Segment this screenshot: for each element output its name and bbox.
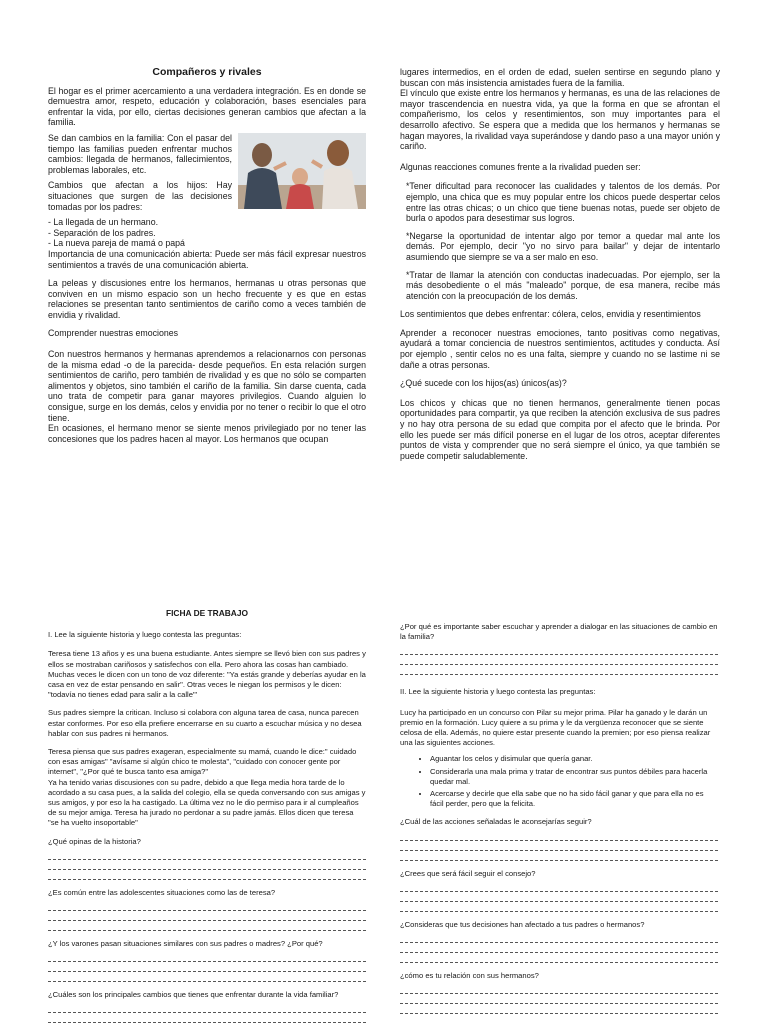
reactions-subheading: Algunas reacciones comunes frente a la rivalidad pueden ser: xyxy=(400,161,641,172)
worksheet-instruction-2: II. Lee la siguiente historia y luego contesta las preguntas: xyxy=(400,687,596,697)
worksheet-right-column xyxy=(400,622,718,1014)
answer-line[interactable] xyxy=(400,882,718,892)
answer-line[interactable] xyxy=(48,860,366,870)
answer-line[interactable] xyxy=(48,921,366,931)
answer-line[interactable] xyxy=(48,911,366,921)
answer-line[interactable] xyxy=(400,851,718,861)
family-argument-illustration xyxy=(238,133,366,209)
article-left-column xyxy=(48,67,366,449)
question: ¿Qué opinas de la historia? xyxy=(48,836,141,846)
story-paragraph: Sus padres siempre la critican. Incluso si colabora con alguna tarea de casa, nunca parecen estar conformes. Por eso ella prefiere encerrarse en su cuarto a escuchar música y no desea hablar con sus padres ni hermanos. xyxy=(48,708,362,738)
answer-line[interactable] xyxy=(400,933,718,943)
answer-line[interactable] xyxy=(48,962,366,972)
lucy-story-paragraph: Lucy ha participado en un concurso con Pilar su mejor prima. Pilar ha ganado y le darán un premio en la formación. Lucy quiere a su prima y le da vergüenza reconocer que se siente celosa de ella. Además, no quiere estar presente cuando la premien; por eso piensa realizar una las siguientes acciones. xyxy=(400,707,711,748)
list-item: • Acercarse y decirle que ella sabe que no ha sido fácil ganar y que para ella no es fácil perder, pero que la felicita. xyxy=(430,789,718,809)
answer-line[interactable] xyxy=(400,1004,718,1014)
answer-line[interactable] xyxy=(400,655,718,665)
question: ¿Es común entre las adolescentes situaciones como las de teresa? xyxy=(48,887,276,897)
answer-line[interactable] xyxy=(400,645,718,655)
only-children-paragraph: Los chicos y chicas que no tienen hermanos, generalmente tienen pocas oportunidades para compartir, ya que reciben la atención exclusiva de sus padres y no hay otra persona de su edad que compita por el afecto que le brinda. Por ello les puede ser más difícil ponerse en el lugar de los otros, aceptar diferentes puntos de vista y comprender que no será siempre el único, ya que también se puede competir saludablemente. xyxy=(400,397,720,461)
answer-line[interactable] xyxy=(400,953,718,963)
answer-line[interactable] xyxy=(48,1013,366,1023)
article-title: Compañeros y rivales xyxy=(152,66,262,78)
reaction-item: *Tener dificultad para reconocer las cualidades y talentos de los demás. Por ejemplo, una chica que es muy popular entre los chicos puede despertar celos entre las otras chicas; o un chico que tiene buenas notas, puede ser objeto de burla o apodos para desestimar sus logros. xyxy=(406,181,720,224)
changes-paragraph: Se dan cambios en la familia: Con el pasar del tiempo las familias pueden enfrentar muchos cambios: llegada de hermanos, fallecimientos, problemas laborales, etc. xyxy=(48,132,232,175)
list-item: • Aguantar los celos y disimular que quería ganar. xyxy=(430,754,718,764)
answer-line[interactable] xyxy=(400,943,718,953)
family-photo xyxy=(238,133,366,209)
story-paragraph: Teresa tiene 13 años y es una buena estudiante. Antes siempre se llevó bien con sus padres y ellos se mostraban cariñosos y satisfechos con ella. Pero ahora las cosas han cambiado. Muchas veces le dicen con un tono de voz diferente: "Ya estás grande y deberías ayudar en la casa en vez de estar pensando en salir". Otras veces le niegan los permisos y le dicen: "todavía no tienes edad para salir a la calle"' xyxy=(48,649,366,700)
answer-line[interactable] xyxy=(400,831,718,841)
intro-paragraph: El hogar es el primer acercamiento a una verdadera integración. Es en donde se demuestra amor, respeto, educación y colaboración, bases esenciales para enfrentar la vida, por ello, ciertas decisiones generan cambios que afectan a la familia. xyxy=(48,85,366,128)
answer-line[interactable] xyxy=(400,984,718,994)
answer-line[interactable] xyxy=(400,892,718,902)
feelings-paragraph: Los sentimientos que debes enfrentar: cólera, celos, envidia y resentimientos xyxy=(400,309,701,320)
changes-list xyxy=(48,217,366,249)
answer-line[interactable] xyxy=(48,901,366,911)
list-item: - La nueva pareja de mamá o papá xyxy=(48,238,185,249)
question: ¿Cuál de las acciones señaladas le aconsejarías seguir? xyxy=(400,817,592,827)
answer-line[interactable] xyxy=(400,902,718,912)
story-paragraph: Teresa piensa que sus padres exageran, especialmente su mamá, cuando le dice:" cuidado con esas amigas" "avísame si algún chico te molesta", "cuidado con conocer gente por internet", "¿Por qué te busca tanto esa amiga?" xyxy=(48,747,357,777)
emotions-subheading: Comprender nuestras emociones xyxy=(48,328,179,339)
bond-paragraph: El vínculo que existe entre los hermanos y hermanas, es una de las relaciones de mayor trascendencia en nuestra vida, ya que la forma en que se afrontan el compañerismo, los celos y resentimientos, son muy importantes para el desarrollo afectivo. Se espera que a medida que los hermanos y hermanas se hagan mayores, la rivalidad vaya superándose y dando paso a una mayor unión y cariño. xyxy=(400,88,720,152)
question: ¿Crees que será fácil seguir el consejo? xyxy=(400,868,536,878)
list-item: - La llegada de un hermano. xyxy=(48,217,159,228)
answer-line[interactable] xyxy=(400,994,718,1004)
reaction-item: *Tratar de llamar la atención con conductas inadecuadas. Por ejemplo, ser la más desobediente o el más "maleado" porque, de esa manera, recibe más atención con la preocupación de los demás. xyxy=(406,269,720,301)
question: ¿Cuáles son los principales cambios que tienes que enfrentar durante la vida familiar? xyxy=(48,990,339,1000)
worksheet-title: FICHA DE TRABAJO xyxy=(165,608,249,618)
article-right-column xyxy=(400,67,720,466)
only-children-subheading: ¿Qué sucede con los hijos(as) únicos(as)? xyxy=(400,378,567,389)
story-paragraph: Ya ha tenido varias discusiones con su padre, debido a que llega media hora tarde de lo acordado a su casa pues, a la salida del colegio, ella se queda conversando con sus amigas y sus amigos, y por eso la ha castigado. La última vez no le dio permiso para ir al cumpleaños de su mejor amiga. Teresa ha jurado no perdonar a su padre jamás. Ellos dicen que teresa "se ha vuelto insoportable" xyxy=(48,777,366,828)
siblings-paragraph: Con nuestros hermanos y hermanas aprendemos a relacionarnos con personas de la misma edad -o de la parecida- desde pequeños. En esta relación surgen sentimientos de cariño, pero también de rivalidad y es que no sólo se comparten alimentos y objetos, sino también el cariño de la familia. Sin darse cuenta, cada uno trata de competir para ganar mayores privilegios. Cuando alguien lo consigue, surge en los demás, celos y envidia por no tener o recibir lo que el otro tiene. xyxy=(48,349,366,423)
list-item: - Separación de los padres. xyxy=(48,227,156,238)
answer-line[interactable] xyxy=(48,972,366,982)
younger-sibling-paragraph: En ocasiones, el hermano menor se siente menos privilegiado por no tener las concesiones que los padres hacen al mayor. Los hermanos que ocupan xyxy=(48,423,366,444)
reaction-item: *Negarse la oportunidad de intentar algo por temor a quedar mal ante los demás. Por ejemplo, decir "yo no sirvo para bailar" y dejar de intentarlo asumiendo que siempre se va a ser malo en eso. xyxy=(406,230,720,262)
list-item: • Considerarla una mala prima y tratar de encontrar sus puntos débiles para hacerla quedar mal. xyxy=(430,767,718,787)
worksheet-left-column xyxy=(48,608,366,1023)
question: ¿Por qué es importante saber escuchar y aprender a dialogar en las situaciones de cambio en la familia? xyxy=(400,622,718,642)
actions-list xyxy=(400,754,718,809)
children-changes-paragraph: Cambios que afectan a los hijos: Hay situaciones que surgen de las decisiones tomadas por los padres: xyxy=(48,180,232,212)
answer-line[interactable] xyxy=(48,1003,366,1013)
fights-paragraph: La peleas y discusiones entre los hermanos, hermanas u otras personas que conviven en un mismo espacio son un hecho frecuente y es que en estas relaciones se presentan tanto sentimientos de cariño como a veces también de envidia y rivalidad. xyxy=(48,278,366,320)
answer-line[interactable] xyxy=(48,870,366,880)
middle-siblings-paragraph: lugares intermedios, en el orden de edad, suelen sentirse en segundo plano y buscan con más insistencia amistades fuera de la familia. xyxy=(400,67,720,88)
answer-line[interactable] xyxy=(48,850,366,860)
answer-line[interactable] xyxy=(400,841,718,851)
communication-paragraph: Importancia de una comunicación abierta: Puede ser más fácil expresar nuestros sentimientos a través de una comunicación abierta. xyxy=(48,248,366,270)
question: ¿Consideras que tus decisiones han afectado a tus padres o hermanos? xyxy=(400,919,645,929)
question: ¿cómo es tu relación con sus hermanos? xyxy=(400,971,539,981)
answer-line[interactable] xyxy=(48,952,366,962)
recognize-emotions-paragraph: Aprender a reconocer nuestras emociones, tanto positivas como negativas, ayudará a tomar conciencia de nuestros sentimientos, actitudes y conducta. Así por ejemplo , sentir celos no es una falta, siempre y cuando no se lastime ni se dañe a otras personas. xyxy=(400,327,720,370)
answer-line[interactable] xyxy=(400,665,718,675)
worksheet-instruction: I. Lee la siguiente historia y luego contesta las preguntas: xyxy=(48,630,242,640)
question: ¿Y los varones pasan situaciones similares con sus padres o madres? ¿Por qué? xyxy=(48,939,323,949)
